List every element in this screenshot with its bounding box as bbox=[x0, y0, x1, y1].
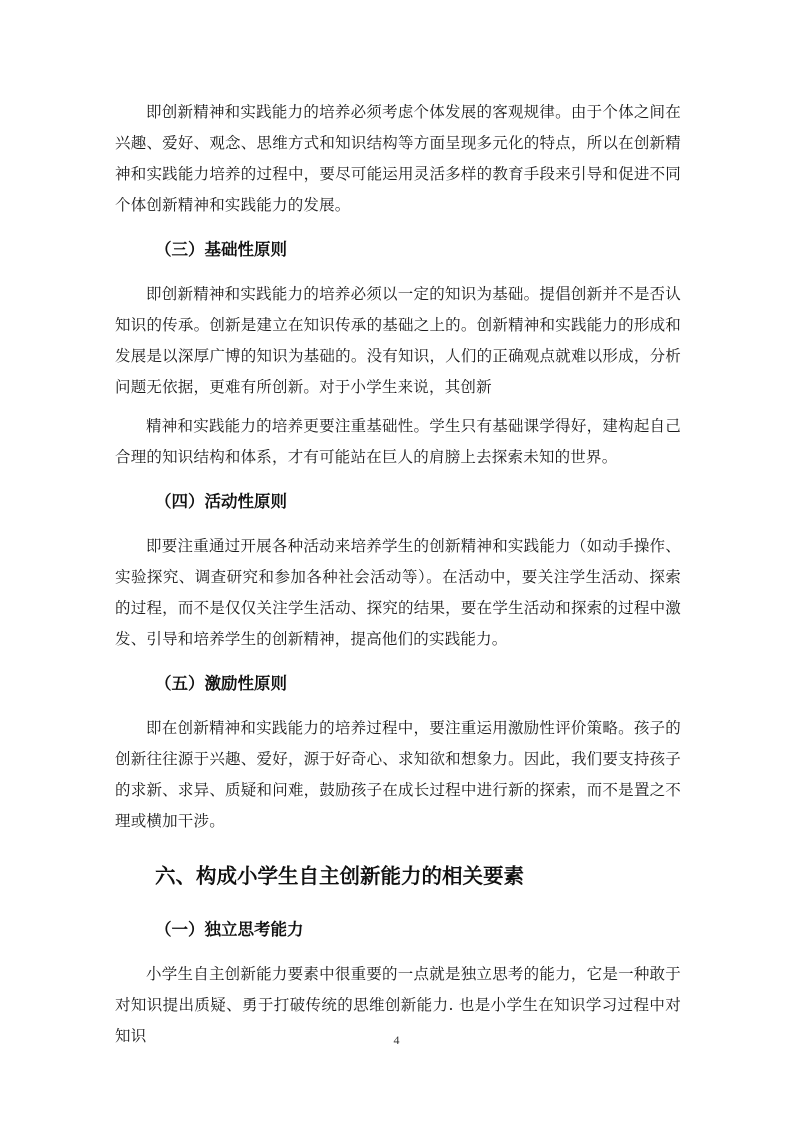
heading-incentive-principle: （五）激励性原则 bbox=[155, 674, 287, 693]
paragraph-individual-development: 即创新精神和实践能力的培养必须考虑个体发展的客观规律。由于个体之间在兴趣、爱好、观念、思维方式和知识结构等方面呈现多元化的特点，所以在创新精神和实践能力培养的过程中，要尽可能运用灵活多样的教育手段来引导和促进不同个体创新精神和实践能力的发展。 bbox=[115, 103, 681, 214]
page-number: 4 bbox=[393, 1033, 400, 1047]
paragraph-activity: 即要注重通过开展各种活动来培养学生的创新精神和实践能力（如动手操作、实验探究、调查研究和参加各种社会活动等）。在活动中，要关注学生活动、探索的过程，而不是仅仅关注学生活动、探究的结果，要在学生活动和探索的过程中激发、引导和培养学生的创新精神，提高他们的实践能力。 bbox=[115, 537, 681, 648]
paragraph-foundation-continued: 精神和实践能力的培养更要注重基础性。学生只有基础课学得好，建构起自己合理的知识结构和体系，才有可能站在巨人的肩膀上去探索未知的世界。 bbox=[115, 417, 681, 466]
paragraph-incentive: 即在创新精神和实践能力的培养过程中，要注重运用激励性评价策略。孩子的创新往往源于兴趣、爱好，源于好奇心、求知欲和想象力。因此，我们要支持孩子的求新、求异、质疑和问难，鼓励孩子在成长过程中进行新的探索，而不是置之不理或横加干涉。 bbox=[115, 719, 681, 830]
heading-activity-principle: （四）活动性原则 bbox=[155, 492, 287, 511]
heading-independent-thinking: （一）独立思考能力 bbox=[155, 920, 304, 939]
paragraph-foundation-knowledge: 即创新精神和实践能力的培养必须以一定的知识为基础。提倡创新并不是否认知识的传承。创新是建立在知识传承的基础之上的。创新精神和实践能力的形成和发展是以深厚广博的知识为基础的。没有知识，人们的正确观点就难以形成，分析问题无依据，更难有所创新。对于小学生来说，其创新 bbox=[115, 285, 681, 396]
heading-foundation-principle: （三）基础性原则 bbox=[155, 240, 287, 259]
page-content bbox=[115, 97, 681, 1066]
paragraph-independent-thinking: 小学生自主创新能力要素中很重要的一点就是独立思考的能力，它是一种敢于对知识提出质疑、勇于打破传统的思维创新能力. 也是小学生在知识学习过程中对知识 bbox=[115, 965, 681, 1045]
section-heading-six: 六、构成小学生自主创新能力的相关要素 bbox=[155, 864, 524, 888]
